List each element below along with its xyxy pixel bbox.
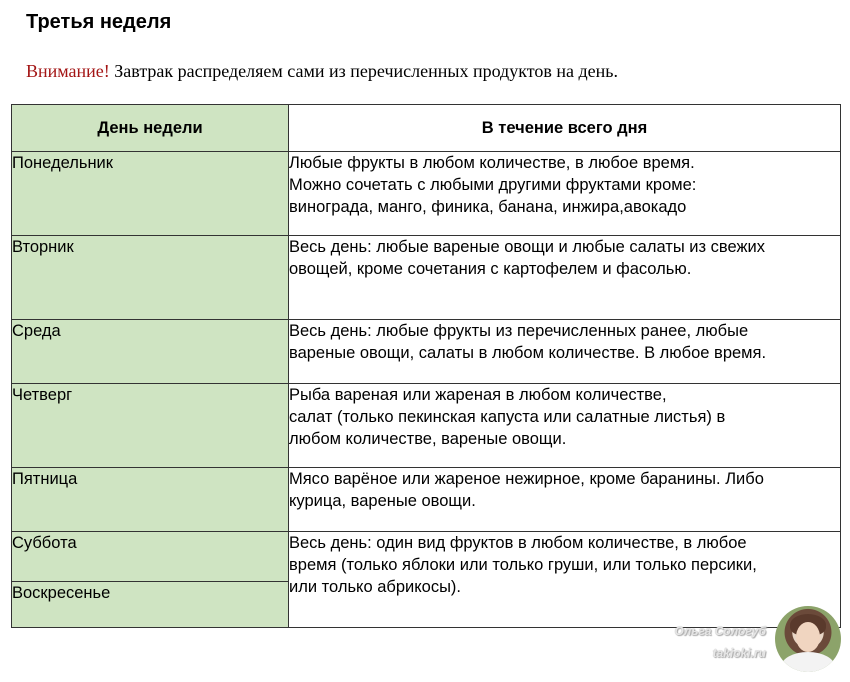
schedule-table (11, 104, 841, 628)
watermark (675, 620, 766, 664)
table-row-monday (12, 152, 841, 236)
notice-text: Завтрак распределяем сами из перечисленных продуктов на день. (109, 61, 618, 81)
desc-cell (289, 384, 841, 468)
page-title: Третья неделя (26, 11, 172, 33)
table-row-saturday (12, 532, 841, 582)
desc-line: время (только яблоки или только груши, или только персики, (289, 556, 757, 574)
day-cell: Понедельник (12, 152, 289, 236)
day-cell: Четверг (12, 384, 289, 468)
desc-line: или только абрикосы). (289, 578, 462, 596)
table-row-wednesday (12, 320, 841, 384)
desc-line: салат (только пекинская капуста или салатные листья) в (289, 408, 726, 426)
table-row-tuesday (12, 236, 841, 320)
warning-label: Внимание! (26, 61, 110, 81)
desc-line: любом количестве, вареные овощи. (289, 430, 567, 448)
desc-line: вареные овощи, салаты в любом количестве. В любое время. (289, 344, 767, 362)
table-row-friday (12, 468, 841, 532)
desc-line: овощей, кроме сочетания с картофелем и фасолью. (289, 260, 692, 278)
table-row-thursday (12, 384, 841, 468)
day-cell: Вторник (12, 236, 289, 320)
desc-line: курица, вареные овощи. (289, 492, 476, 510)
desc-line: винограда, манго, финика, банана, инжира,авокадо (289, 198, 687, 216)
avatar (775, 606, 841, 672)
day-cell: Среда (12, 320, 289, 384)
column-header-desc: В течение всего дня (289, 105, 841, 152)
notice (26, 61, 618, 82)
desc-line: Мясо варёное или жареное нежирное, кроме баранины. Либо (289, 470, 764, 488)
column-header-day: День недели (12, 105, 289, 152)
desc-cell (289, 468, 841, 532)
desc-line: Весь день: любые фрукты из перечисленных ранее, любые (289, 322, 749, 340)
desc-line: Весь день: любые вареные овощи и любые салаты из свежих (289, 238, 765, 256)
desc-cell (289, 236, 841, 320)
desc-line: Весь день: один вид фруктов в любом количестве, в любое (289, 534, 747, 552)
desc-line: Можно сочетать с любыми другими фруктами кроме: (289, 176, 697, 194)
day-cell: Пятница (12, 468, 289, 532)
table-header-row (12, 105, 841, 152)
desc-line: Рыба вареная или жареная в любом количестве, (289, 386, 667, 404)
watermark-site: takioki.ru (712, 646, 766, 660)
day-cell: Воскресенье (12, 582, 289, 628)
desc-cell (289, 532, 841, 628)
watermark-author: Ольга Сологуб (674, 624, 766, 638)
desc-cell (289, 320, 841, 384)
day-cell: Суббота (12, 532, 289, 582)
desc-line: Любые фрукты в любом количестве, в любое время. (289, 154, 695, 172)
desc-cell (289, 152, 841, 236)
